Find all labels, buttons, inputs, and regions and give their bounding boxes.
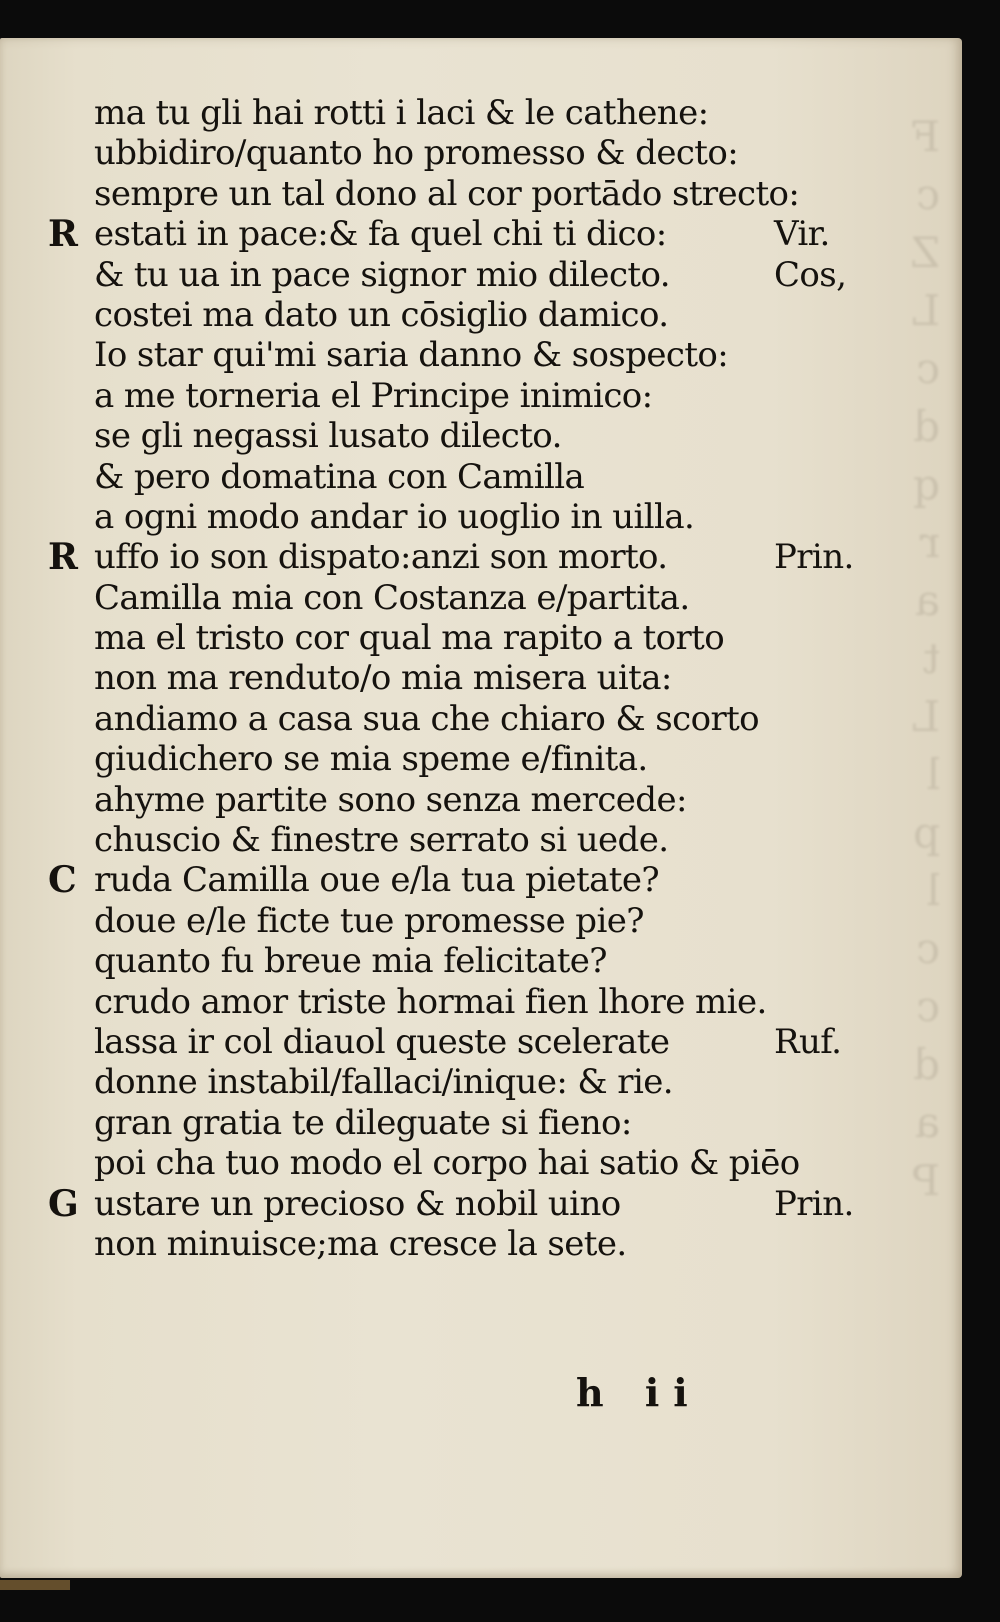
- speaker-name: Prin.: [774, 1183, 854, 1224]
- signature-mark: h ii: [576, 1370, 702, 1415]
- verse-text: Io star qui'mi saria danno & sospecto:: [94, 335, 729, 376]
- verse-block: [48, 93, 854, 1264]
- verse-text: costei ma dato un cōsiglio damico.: [94, 294, 669, 335]
- verse-text: non minuisce;ma cresce la sete.: [94, 1223, 627, 1264]
- verse-line: [48, 1062, 848, 1102]
- verse-line: [48, 982, 848, 1022]
- verse-line: [48, 93, 848, 133]
- verse-line: [48, 618, 848, 658]
- verse-line: [48, 497, 848, 537]
- verse-line: [48, 416, 848, 456]
- verse-text: uffo io son dispato:anzi son morto.: [94, 537, 668, 578]
- verse-text: quanto fu breue mia felicitate?: [94, 941, 607, 982]
- initial: G: [48, 1182, 79, 1225]
- speaker-name: Cos,: [774, 254, 847, 295]
- verse-text: chuscio & finestre serrato si uede.: [94, 820, 669, 861]
- verse-line: [48, 1224, 848, 1264]
- verse-text: a me torneria el Principe inimico:: [94, 375, 653, 416]
- verse-text: Camilla mia con Costanza e/partita.: [94, 577, 690, 618]
- verse-text: sempre un tal dono al cor portādo strecto:: [94, 173, 800, 214]
- show-through-text: F c Z L c d q r a t L l p l c c d a P: [910, 112, 940, 1205]
- verse-line: [48, 295, 848, 335]
- verse-text: poi cha tuo modo el corpo hai satio & piēo: [94, 1143, 800, 1184]
- verse-text: estati in pace:& fa quel chi ti dico:: [94, 214, 667, 255]
- edge-stain: [0, 1580, 70, 1590]
- verse-line: [48, 457, 848, 497]
- verse-text: non ma renduto/o mia misera uita:: [94, 658, 672, 699]
- verse-text: ma tu gli hai rotti i laci & le cathene:: [94, 93, 709, 133]
- verse-line: [48, 255, 848, 295]
- verse-text: donne instabil/fallaci/inique: & rie.: [94, 1062, 673, 1103]
- verse-line: [48, 941, 848, 981]
- verse-line: [48, 860, 848, 900]
- verse-line: [48, 1143, 848, 1183]
- verse-text: lassa ir col diauol queste scelerate: [94, 1021, 670, 1062]
- verse-line: [48, 578, 848, 618]
- verse-line: [48, 739, 848, 779]
- verse-line: [48, 335, 848, 375]
- verse-line: [48, 214, 848, 254]
- verse-text: doue e/le ficte tue promesse pie?: [94, 900, 644, 941]
- verse-line: [48, 901, 848, 941]
- verse-line: [48, 536, 854, 579]
- verse-text: andiamo a casa sua che chiaro & scorto: [94, 698, 760, 739]
- speaker-name: Vir.: [774, 214, 830, 255]
- verse-line: [48, 1103, 848, 1143]
- speaker-name: Prin.: [774, 537, 854, 578]
- verse-text: & pero domatina con Camilla: [94, 456, 585, 497]
- verse-text: ahyme partite sono senza mercede:: [94, 779, 687, 820]
- verse-text: gran gratia te dileguate si fieno:: [94, 1102, 632, 1143]
- verse-text: a ogni modo andar io uoglio in uilla.: [94, 496, 695, 537]
- verse-text: se gli negassi lusato dilecto.: [94, 416, 562, 457]
- verse-line: [48, 1022, 848, 1062]
- verse-text: giudichero se mia speme e/finita.: [94, 739, 648, 780]
- verse-line: [48, 780, 848, 820]
- verse-text: ubbidiro/quanto ho promesso & decto:: [94, 133, 739, 174]
- verse-line: [48, 820, 848, 860]
- verse-line: [48, 699, 848, 739]
- verse-line: [48, 658, 848, 698]
- verse-text: ustare un precioso & nobil uino: [94, 1183, 621, 1224]
- verse-text: ruda Camilla oue e/la tua pietate?: [94, 860, 659, 901]
- verse-line: [48, 174, 848, 214]
- initial: R: [48, 213, 78, 256]
- verse-line: [48, 1182, 854, 1225]
- initial: R: [48, 536, 78, 579]
- verse-line: [48, 376, 848, 416]
- verse-text: & tu ua in pace signor mio dilecto.: [94, 254, 670, 295]
- verse-text: crudo amor triste hormai fien lhore mie.: [94, 981, 767, 1022]
- verse-text: ma el tristo cor qual ma rapito a torto: [94, 618, 725, 659]
- initial: C: [48, 859, 77, 902]
- speaker-name: Ruf.: [774, 1021, 842, 1062]
- verse-line: [48, 133, 848, 173]
